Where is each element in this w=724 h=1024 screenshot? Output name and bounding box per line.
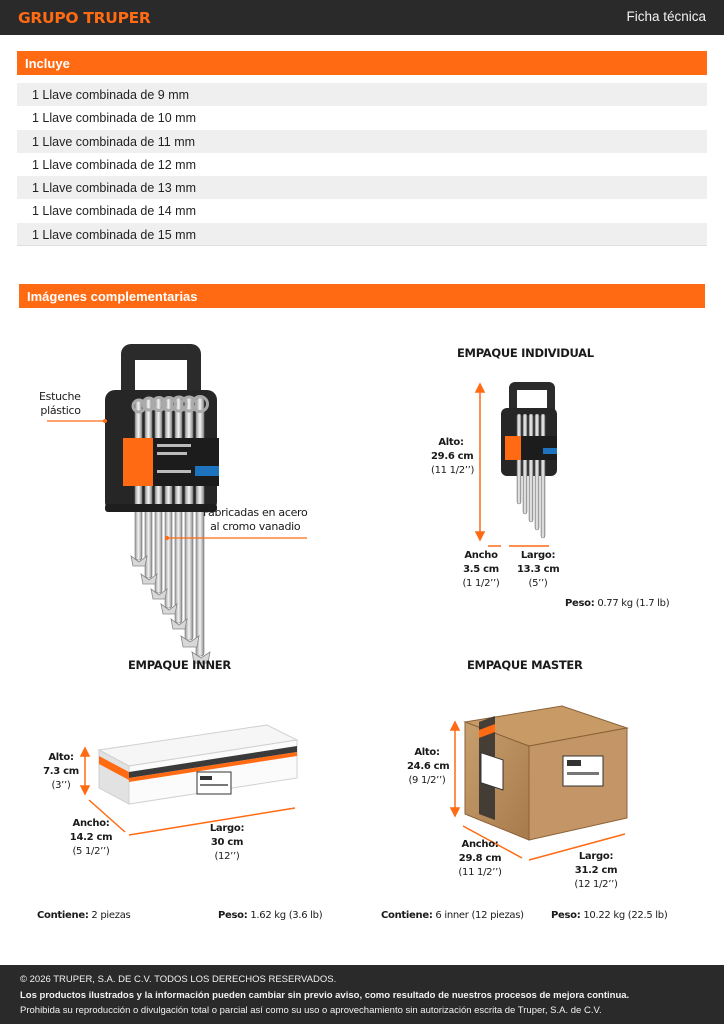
inner-contents: Contiene: 2 piezas (37, 910, 131, 921)
individual-package-image (476, 382, 557, 546)
wrench-set-image (105, 344, 219, 663)
individual-weight: Peso: 0.77 kg (1.7 lb) (565, 598, 670, 609)
master-length: Largo: 31.2 cm (12 1/2’’) (574, 851, 618, 890)
list-item: 1 Llave combinada de 15 mm (17, 223, 707, 246)
master-contents: Contiene: 6 inner (12 piezas) (381, 910, 524, 921)
complementary-images (17, 320, 707, 940)
list-item: 1 Llave combinada de 9 mm (17, 83, 707, 106)
document-type: Ficha técnica (626, 9, 706, 24)
case-callout: Estuche plástico (39, 390, 81, 417)
images-header: Imágenes complementarias (19, 284, 705, 308)
inner-height: Alto: 7.3 cm (3’’) (43, 752, 79, 791)
inner-width: Ancho: 14.2 cm (5 1/2’’) (69, 818, 113, 857)
master-height: Alto: 24.6 cm (9 1/2’’) (407, 747, 450, 786)
individual-width: Ancho 3.5 cm (1 1/2’’) (462, 550, 500, 589)
includes-list (17, 83, 707, 246)
footer (0, 965, 724, 1024)
inner-title: EMPAQUE INNER (128, 658, 231, 672)
inner-length: Largo: 30 cm (12’’) (209, 823, 245, 862)
master-package-image (451, 706, 627, 860)
list-item: 1 Llave combinada de 13 mm (17, 176, 707, 199)
footer-notice: Los productos ilustrados y la información pueden cambiar sin previo aviso, como resultado de nuestros procesos de mejora continua. (20, 989, 630, 1001)
master-weight: Peso: 10.22 kg (22.5 lb) (551, 910, 668, 921)
list-item: 1 Llave combinada de 14 mm (17, 199, 707, 222)
master-title: EMPAQUE MASTER (467, 658, 583, 672)
individual-length: Largo: 13.3 cm (5’’) (517, 550, 560, 589)
master-width: Ancho: 29.8 cm (11 1/2’’) (458, 839, 502, 878)
individual-height: Alto: 29.6 cm (11 1/2’’) (431, 437, 475, 476)
inner-weight: Peso: 1.62 kg (3.6 lb) (218, 910, 323, 921)
footer-prohibition: Prohibida su reproducción o divulgación total o parcial así como su uso o aprovechamiento sin autorización escrita de Truper, S.A. de C.V. (20, 1005, 602, 1016)
list-item: 1 Llave combinada de 10 mm (17, 106, 707, 129)
top-bar (0, 0, 724, 35)
individual-title: EMPAQUE INDIVIDUAL (457, 346, 594, 360)
product-illustrations (17, 320, 707, 940)
inner-package-image (81, 725, 297, 835)
list-item: 1 Llave combinada de 11 mm (17, 130, 707, 153)
brand-logo: GRUPO TRUPER (18, 9, 151, 27)
footer-copyright: © 2026 TRUPER, S.A. DE C.V. TODOS LOS DERECHOS RESERVADOS. (20, 974, 337, 985)
material-callout: Fabricadas en acero al cromo vanadio (203, 506, 308, 533)
list-item: 1 Llave combinada de 12 mm (17, 153, 707, 176)
includes-header: Incluye (17, 51, 707, 75)
